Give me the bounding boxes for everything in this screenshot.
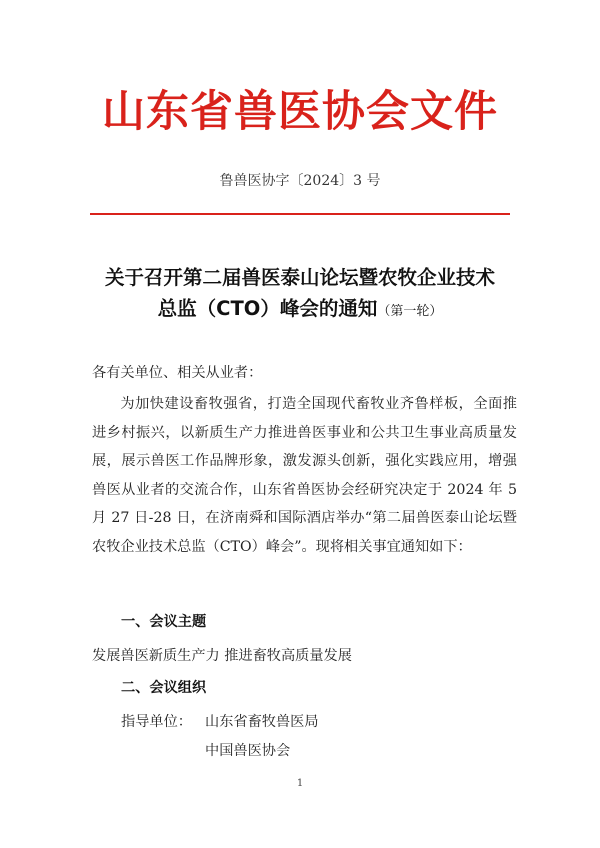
guide-unit-label: 指导单位： xyxy=(121,714,192,730)
round-note: （第一轮） xyxy=(377,304,443,319)
body-paragraph: 为加快建设畜牧强省，打造全国现代畜牧业齐鲁样板，全面推进乡村振兴，以新质生产力推进兽医事业和公共卫生事业高质量发展，展示兽医工作品牌形象，激发源头创新，强化实践应用，增强兽医从业者的交流合作，山东省兽医协会经研究决定于 2024 年 5 月 27 日-28 日，在济南舜和国际酒店举办“第二届兽医泰山论坛暨农牧企业技术总监（CTO）峰会”。现将相关事宜通知如下： xyxy=(92,396,517,555)
salutation: 各有关单位、相关从业者： xyxy=(92,365,263,381)
section-2-heading: 二、会议组织 xyxy=(121,680,207,696)
document-number: 鲁兽医协字〔2024〕3 号 xyxy=(219,173,381,189)
guide-unit-1: 山东省畜牧兽医局 xyxy=(205,714,319,730)
notice-title-line-1: 关于召开第二届兽医泰山论坛暨农牧企业技术 xyxy=(104,266,495,289)
document-header-title: 山东省兽医协会文件 xyxy=(102,87,498,137)
guide-unit-2: 中国兽医协会 xyxy=(205,743,291,759)
notice-title xyxy=(60,262,540,327)
page-number: 1 xyxy=(296,778,304,789)
section-1-heading: 一、会议主题 xyxy=(121,614,207,630)
red-divider-line xyxy=(90,213,510,215)
meeting-theme-text: 发展兽医新质生产力 推进畜牧高质量发展 xyxy=(92,648,352,664)
notice-title-line-2-text: 总监（CTO）峰会的通知 xyxy=(157,297,378,320)
notice-title-line-2 xyxy=(60,293,540,327)
